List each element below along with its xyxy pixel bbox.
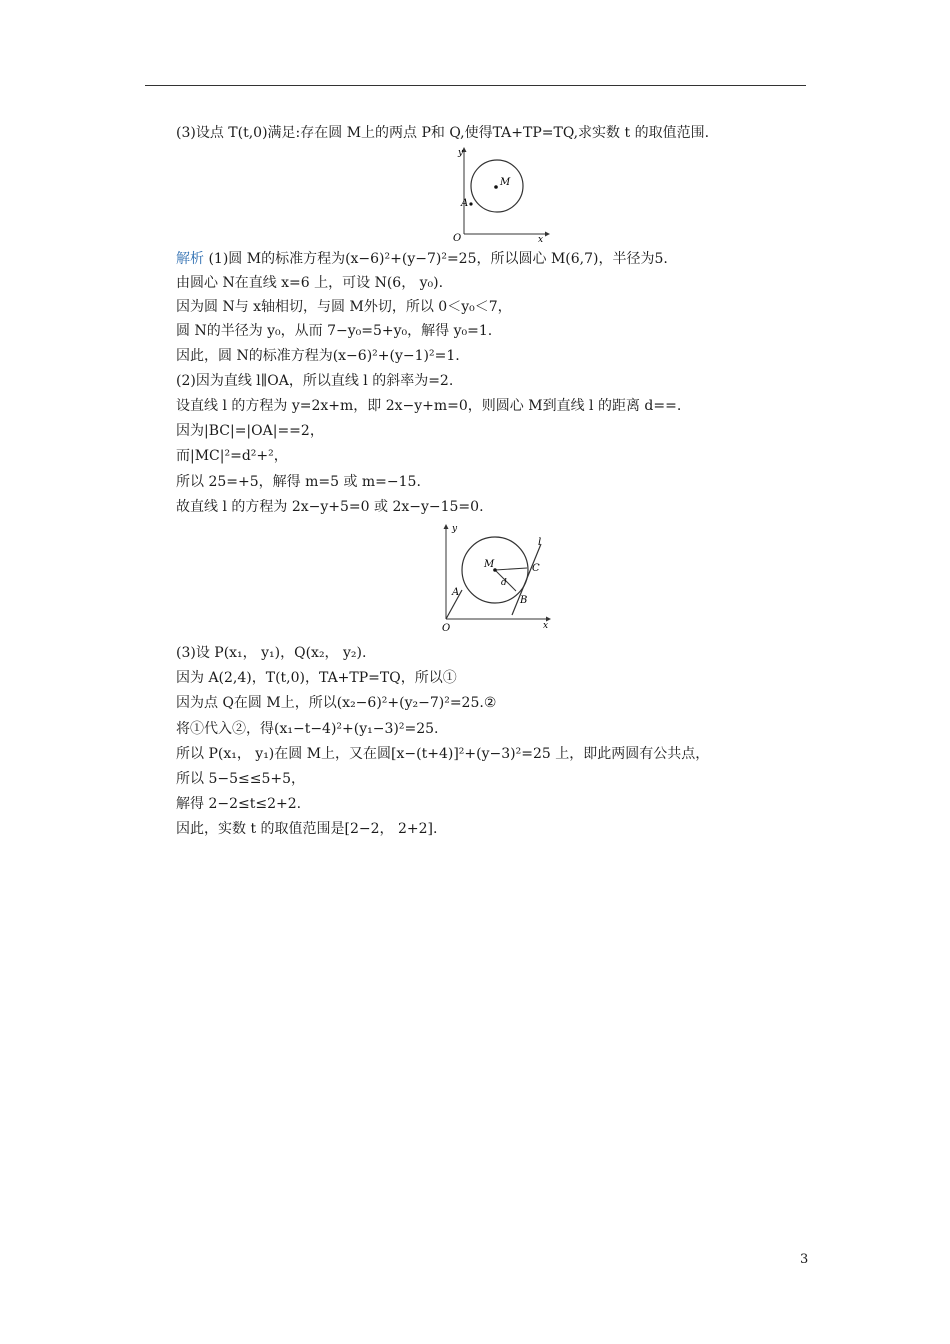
point-c-label: C (532, 563, 540, 574)
page-number: 3 (800, 1252, 809, 1267)
solution-line-1: 解析 (1)圆 M的标准方程为(x−6)²+(y−7)²=25，所以圆心 M(6,7)，半径为5. (176, 251, 668, 267)
figure-tangent-line (428, 519, 554, 637)
distance-d-label: d (501, 578, 507, 588)
origin-label: O (453, 233, 462, 242)
point-a-label: A (461, 198, 469, 209)
point-m-label-2: M (484, 559, 495, 570)
solution-tag: 解析 (176, 251, 204, 267)
part3-line-4: 将①代入②，得(x₁−t−4)²+(y₁−3)²=25. (176, 721, 439, 737)
point-b-label: B (520, 595, 528, 606)
part3-line-1: (3)设 P(x₁， y₁)，Q(x₂， y₂). (176, 645, 367, 661)
solution-line-4: 圆 N的半径为 y₀，从而 7−y₀=5+y₀，解得 y₀=1. (176, 323, 493, 339)
figure-circle-m (450, 146, 550, 242)
solution-line-7: 设直线 l 的方程为 y=2x+m，即 2x−y+m=0，则圆心 M到直线 l 的距离 d==. (176, 398, 682, 414)
x-axis-label-2: x (543, 621, 549, 631)
question-text: (3)设点 T(t,0)满足:存在圆 M上的两点 P和 Q,使得TA+TP=TQ,求实数 t 的取值范围. (176, 125, 710, 141)
solution-line-3: 因为圆 N与 x轴相切，与圆 M外切，所以 0＜y₀＜7， (176, 299, 512, 315)
part3-line-5: 所以 P(x₁， y₁)在圆 M上，又在圆[x−(t+4)]²+(y−3)²=25 上，即此两圆有公共点， (176, 746, 710, 762)
header-rule (145, 85, 806, 86)
solution-line-8: 因为|BC|=|OA|==2， (176, 423, 324, 439)
part3-line-7: 解得 2−2≤t≤2+2. (176, 796, 302, 812)
line-l-label: l (538, 537, 542, 548)
solution-line-2: 由圆心 N在直线 x=6 上，可设 N(6， y₀). (176, 275, 444, 291)
x-axis-label: x (538, 235, 544, 242)
part3-line-2: 因为 A(2,4)，T(t,0)，TA+TP=TQ，所以① (176, 670, 457, 686)
solution-line-6: (2)因为直线 l∥OA，所以直线 l 的斜率为=2. (176, 373, 454, 389)
point-a-label-2: A (452, 587, 460, 598)
part3-line-8: 因此，实数 t 的取值范围是[2−2， 2+2]. (176, 821, 438, 837)
origin-label-2: O (442, 623, 451, 634)
solution-line-5: 因此，圆 N的标准方程为(x−6)²+(y−1)²=1. (176, 348, 460, 364)
part3-line-3: 因为点 Q在圆 M上，所以(x₂−6)²+(y₂−7)²=25.② (176, 695, 497, 711)
solution-line-9: 而|MC|²=d²+²， (176, 448, 288, 464)
solution-line-10: 所以 25=+5，解得 m=5 或 m=−15. (176, 474, 421, 490)
point-m-label: M (500, 177, 511, 188)
y-axis-label-2: y (452, 524, 458, 534)
part3-line-6: 所以 5−5≤≤5+5， (176, 771, 306, 787)
solution-line-11: 故直线 l 的方程为 2x−y+5=0 或 2x−y−15=0. (176, 499, 484, 515)
y-axis-label: y (458, 148, 464, 158)
